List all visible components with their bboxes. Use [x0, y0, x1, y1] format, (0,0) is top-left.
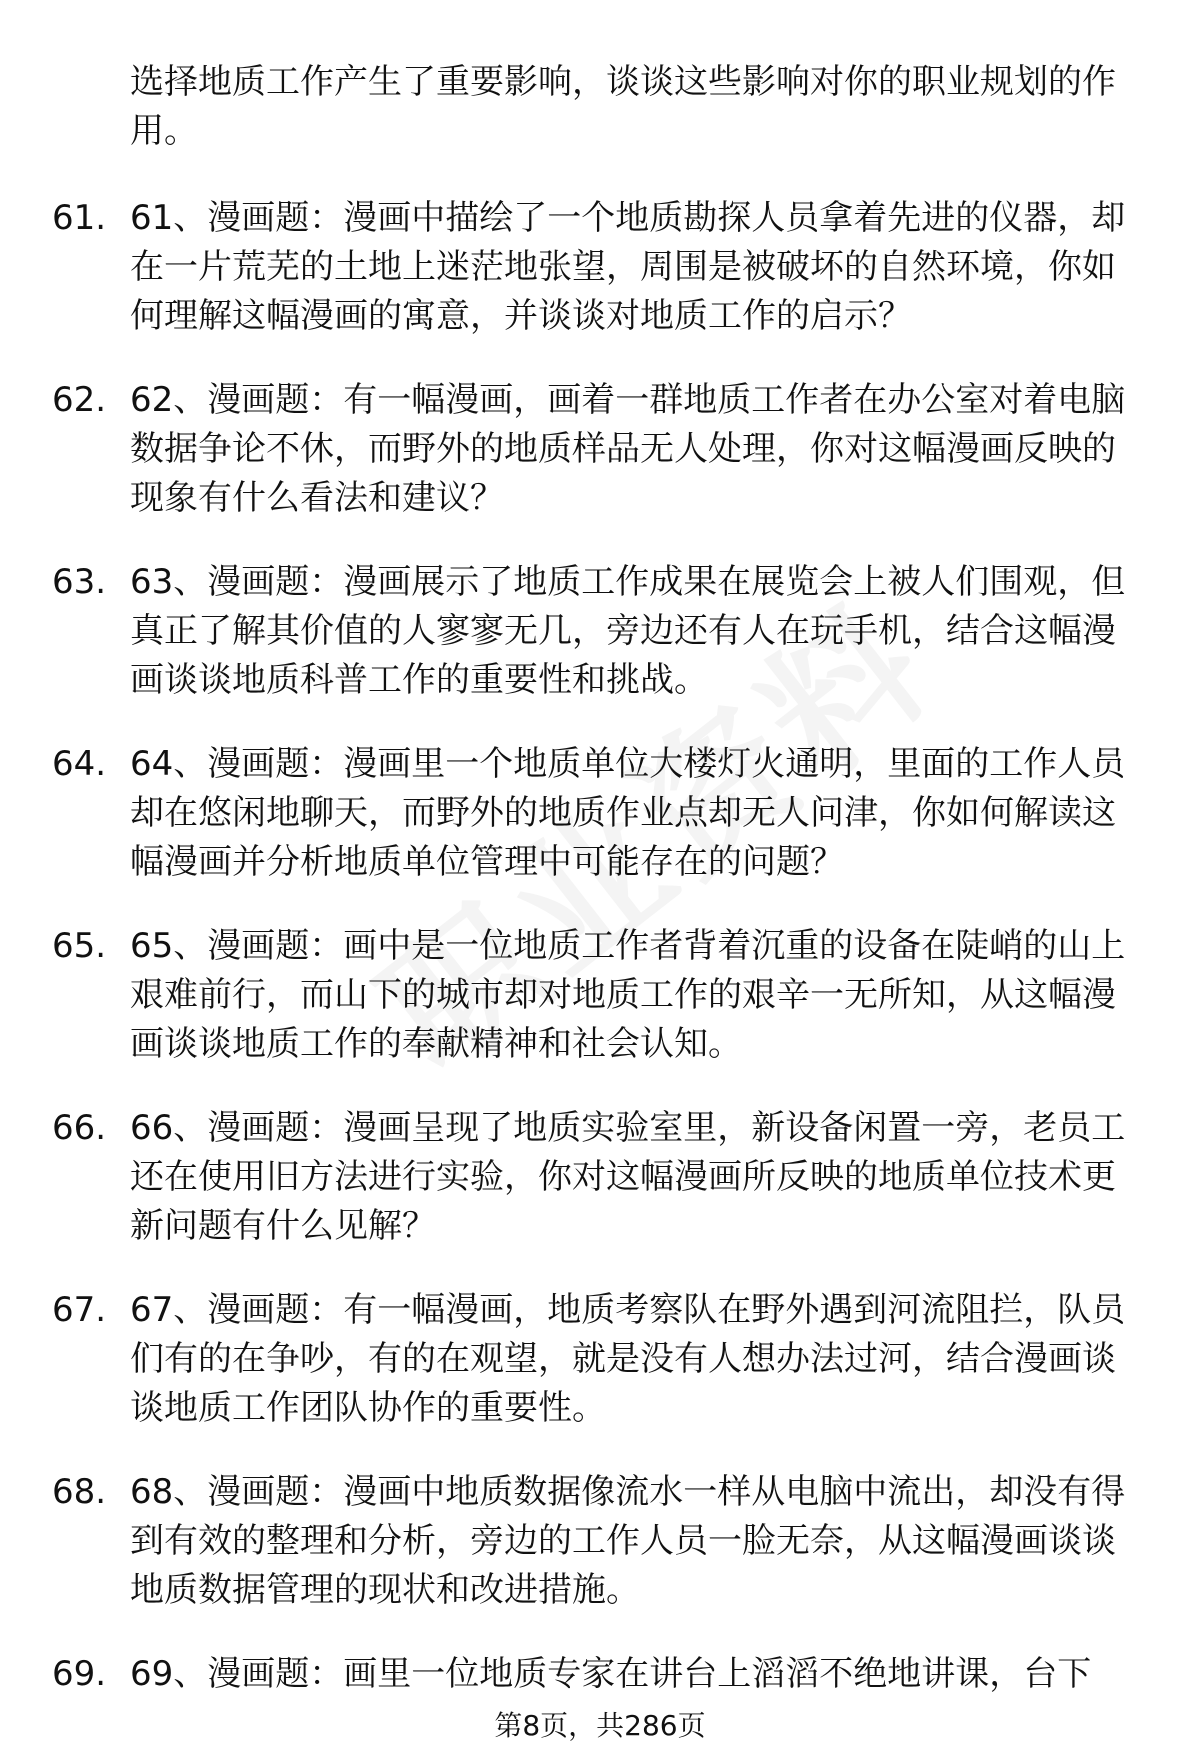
question-item: [0, 1468, 1200, 1615]
question-number: 61.: [52, 198, 107, 238]
question-number: 67.: [52, 1290, 107, 1330]
question-text: 64、漫画题：漫画里一个地质单位大楼灯火通明，里面的工作人员却在悠闲地聊天，而野外的地质作业点却无人问津，你如何解读这幅漫画并分析地质单位管理中可能存在的问题？: [130, 744, 1126, 882]
question-item: [0, 1286, 1200, 1433]
question-number: 65.: [52, 926, 107, 966]
page-footer: 第8页，共286页: [494, 1709, 706, 1742]
question-text: 62、漫画题：有一幅漫画，画着一群地质工作者在办公室对着电脑数据争论不休，而野外的地质样品无人处理，你对这幅漫画反映的现象有什么看法和建议？: [130, 380, 1126, 518]
question-item: [0, 740, 1200, 887]
question-number: 64.: [52, 744, 107, 784]
question-text: 68、漫画题：漫画中地质数据像流水一样从电脑中流出，却没有得到有效的整理和分析，旁边的工作人员一脸无奈，从这幅漫画谈谈地质数据管理的现状和改进措施。: [130, 1472, 1126, 1610]
question-number: 68.: [52, 1472, 107, 1512]
question-text: 65、漫画题：画中是一位地质工作者背着沉重的设备在陡峭的山上艰难前行，而山下的城市却对地质工作的艰辛一无所知，从这幅漫画谈谈地质工作的奉献精神和社会认知。: [130, 926, 1126, 1064]
question-item: [0, 194, 1200, 341]
question-item: [0, 376, 1200, 523]
question-item: [0, 558, 1200, 705]
question-number: 62.: [52, 380, 107, 420]
question-item: [0, 1104, 1200, 1251]
question-text: 66、漫画题：漫画呈现了地质实验室里，新设备闲置一旁，老员工还在使用旧方法进行实验，你对这幅漫画所反映的地质单位技术更新问题有什么见解？: [130, 1108, 1126, 1246]
question-text: 67、漫画题：有一幅漫画，地质考察队在野外遇到河流阻拦，队员们有的在争吵，有的在观望，就是没有人想办法过河，结合漫画谈谈地质工作团队协作的重要性。: [130, 1290, 1126, 1428]
carry-over-text: 选择地质工作产生了重要影响，谈谈这些影响对你的职业规划的作用。: [130, 62, 1116, 151]
question-item: [0, 922, 1200, 1069]
question-number: 69.: [52, 1654, 107, 1694]
question-text: 69、漫画题：画里一位地质专家在讲台上滔滔不绝地讲课，台下: [130, 1654, 1092, 1694]
question-number: 63.: [52, 562, 107, 602]
question-text: 61、漫画题：漫画中描绘了一个地质勘探人员拿着先进的仪器，却在一片荒芜的土地上迷茫地张望，周围是被破坏的自然环境，你如何理解这幅漫画的寓意，并谈谈对地质工作的启示？: [130, 198, 1126, 336]
question-number: 66.: [52, 1108, 107, 1148]
question-list: [0, 194, 1200, 1699]
question-text: 63、漫画题：漫画展示了地质工作成果在展览会上被人们围观，但真正了解其价值的人寥寥无几，旁边还有人在玩手机，结合这幅漫画谈谈地质科普工作的重要性和挑战。: [130, 562, 1126, 700]
question-item: [0, 1650, 1200, 1699]
